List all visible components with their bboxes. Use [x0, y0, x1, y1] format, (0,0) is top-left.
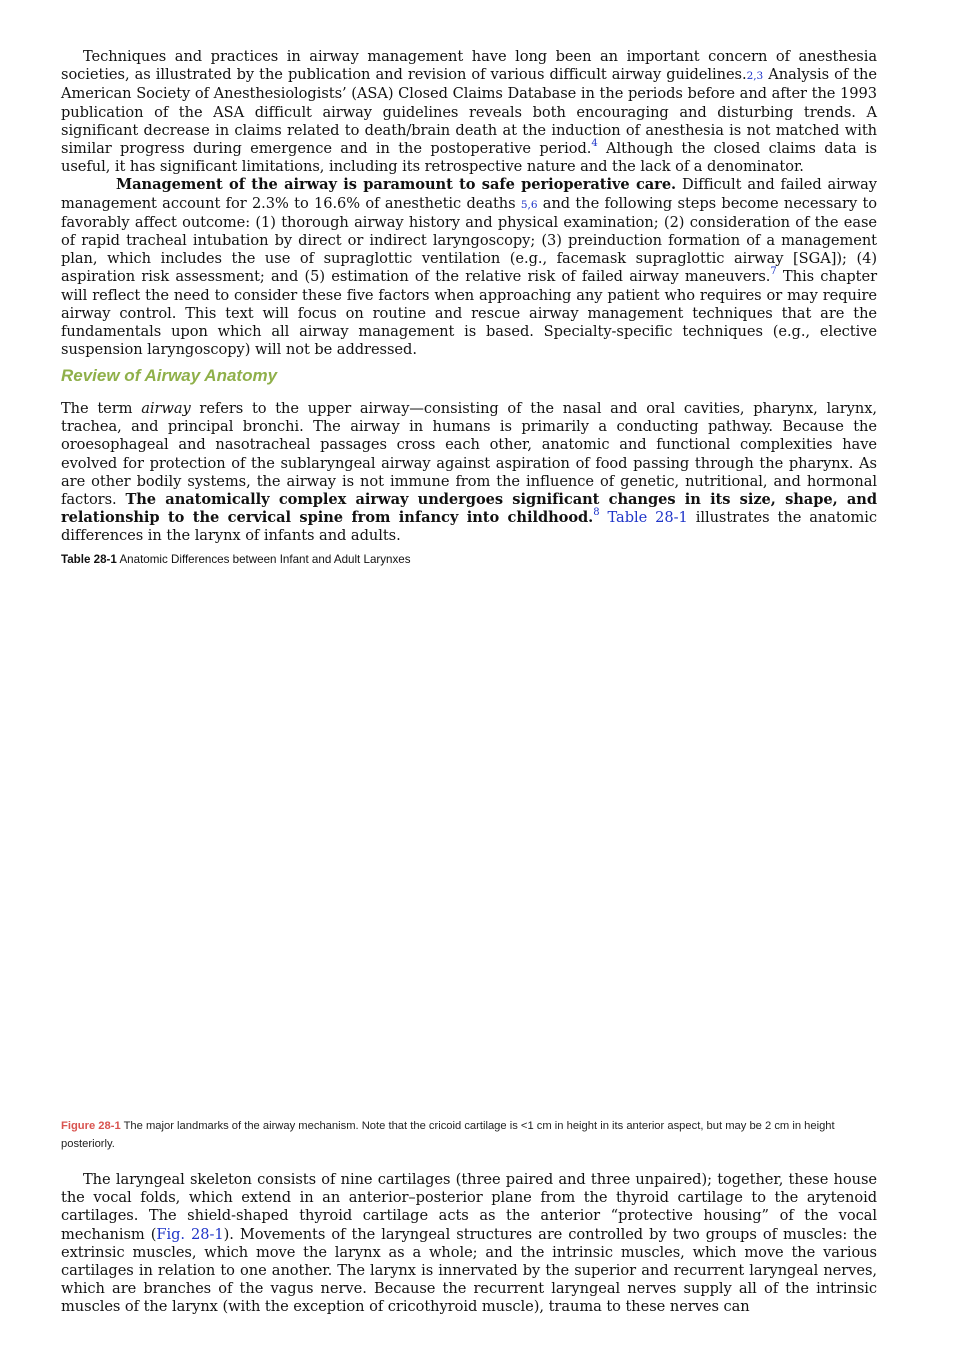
text-run: This chapter will reflect the need to consider these five factors when approaching any patient who requires or may require airway control. This text will focus on routine and rescue airway management techniques that are the fundamentals upon which all airway management is based. Specialty-specific techniques (e.g., elective suspension laryngoscopy) will not be addressed.: [61, 268, 877, 359]
text-run: refers to the upper airway—consisting of the nasal and oral cavities, pharynx, larynx, trachea, and principal bronchi. The airway in humans is primarily a conducting pathway. Because the oroesophageal and nasotracheal passages cross each other, anatomic and functional complexities have evolved for protection of the sublaryngeal airway against aspiration of food passing through the pharynx. As are other bodily systems, the airway is not immune from the influence of genetic, nutritional, and hormonal factors.: [61, 400, 877, 509]
text-run: Techniques and practices in airway management have long been an important concern of anesthesia societies, as illustrated by the publication and revision of various difficult airway guidelines.: [61, 48, 877, 84]
citation-link[interactable]: 7: [770, 266, 777, 278]
paragraph-laryngeal-skeleton: [61, 1171, 877, 1317]
figure-caption: [61, 1118, 877, 1153]
table-caption-text: Anatomic Differences between Infant and Adult Larynxes: [116, 553, 411, 566]
table-reference-link[interactable]: Table 28-1: [599, 509, 688, 527]
larynx-block: [61, 1171, 877, 1317]
figure-reference-link[interactable]: Fig. 28-1: [156, 1225, 224, 1243]
table-label: Table 28-1: [61, 553, 117, 566]
bold-statement: The anatomically complex airway undergoes significant changes in its size, shape, and relationship to the cervical spine from infancy into childhood.: [61, 491, 877, 527]
text-run: and the following steps become necessary to favorably affect outcome: (1) thorough airway history and physical examination; (2) consideration of the ease of rapid tracheal intubation by direct or indirect laryngoscopy; (3) preinduction formation of a management plan, which includes the use of supraglottic ventilation (e.g., facemask supraglottic airway [SGA]); (4) aspiration risk assessment; and (5) estimation of the relative risk of failed airway maneuvers.: [61, 194, 877, 286]
text-run: Although the closed claims data is useful, it has significant limitations, including its retrospective nature and the lack of a denominator.: [61, 140, 877, 176]
citation-link[interactable]: 5,6: [520, 198, 538, 211]
text-run: The term: [61, 400, 142, 417]
anatomy-block: [61, 400, 877, 546]
paragraph-airway-term: [61, 400, 877, 546]
text-run: illustrates the anatomic differences in the larynx of infants and adults.: [61, 509, 877, 545]
text-run: Analysis of the American Society of Anesthesiologists’ (ASA) Closed Claims Database in the periods before and after the 1993 publication of the ASA difficult airway guidelines reveals both encouraging and disturbing trends. A significant decrease in claims related to death/brain death at the induction of anesthesia is not matched with similar progress during emergence and in the postoperative period.: [61, 66, 877, 158]
text-run: The laryngeal skeleton consists of nine cartilages (three paired and three unpaired); together, these house the vocal folds, which extend in an anterior–posterior plane from the thyroid cartilage to the arytenoid cartilages. The shield-shaped thyroid cartilage acts as the anterior “protective housing” of the vocal mechanism (: [61, 1171, 877, 1243]
table-caption: [61, 553, 411, 566]
paragraph-intro: [61, 48, 877, 176]
bold-statement: Management of the airway is paramount to safe perioperative care.: [116, 176, 677, 194]
citation-link[interactable]: 4: [591, 138, 598, 150]
intro-block: [61, 48, 877, 359]
citation-link[interactable]: 8: [593, 507, 600, 519]
figure-caption-text: The major landmarks of the airway mechanism. Note that the cricoid cartilage is <1 cm in height in its anterior aspect, but may be 2 cm in height posteriorly.: [61, 1120, 835, 1150]
paragraph-management: [61, 176, 877, 359]
section-heading: Review of Airway Anatomy: [61, 366, 278, 385]
figure-label: Figure 28-1: [61, 1120, 121, 1132]
page: [61, 0, 877, 1350]
text-run: ). Movements of the laryngeal structures are controlled by two groups of muscles: the extrinsic muscles, which move the larynx as a whole; and the intrinsic muscles, which move the various cartilages in relation to one another. The larynx is innervated by the superior and recurrent laryngeal nerves, which are branches of the vagus nerve. Because the recurrent laryngeal nerves supply all of the intrinsic muscles of the larynx (with the exception of cricothyroid muscle), trauma to these nerves can: [61, 1225, 877, 1316]
citation-link[interactable]: 2,3: [746, 70, 764, 83]
figure-placeholder: [61, 580, 877, 1110]
italic-term: airway: [141, 400, 191, 417]
text-run: Difficult and failed airway management account for 2.3% to 16.6% of anesthetic deaths: [61, 176, 877, 212]
